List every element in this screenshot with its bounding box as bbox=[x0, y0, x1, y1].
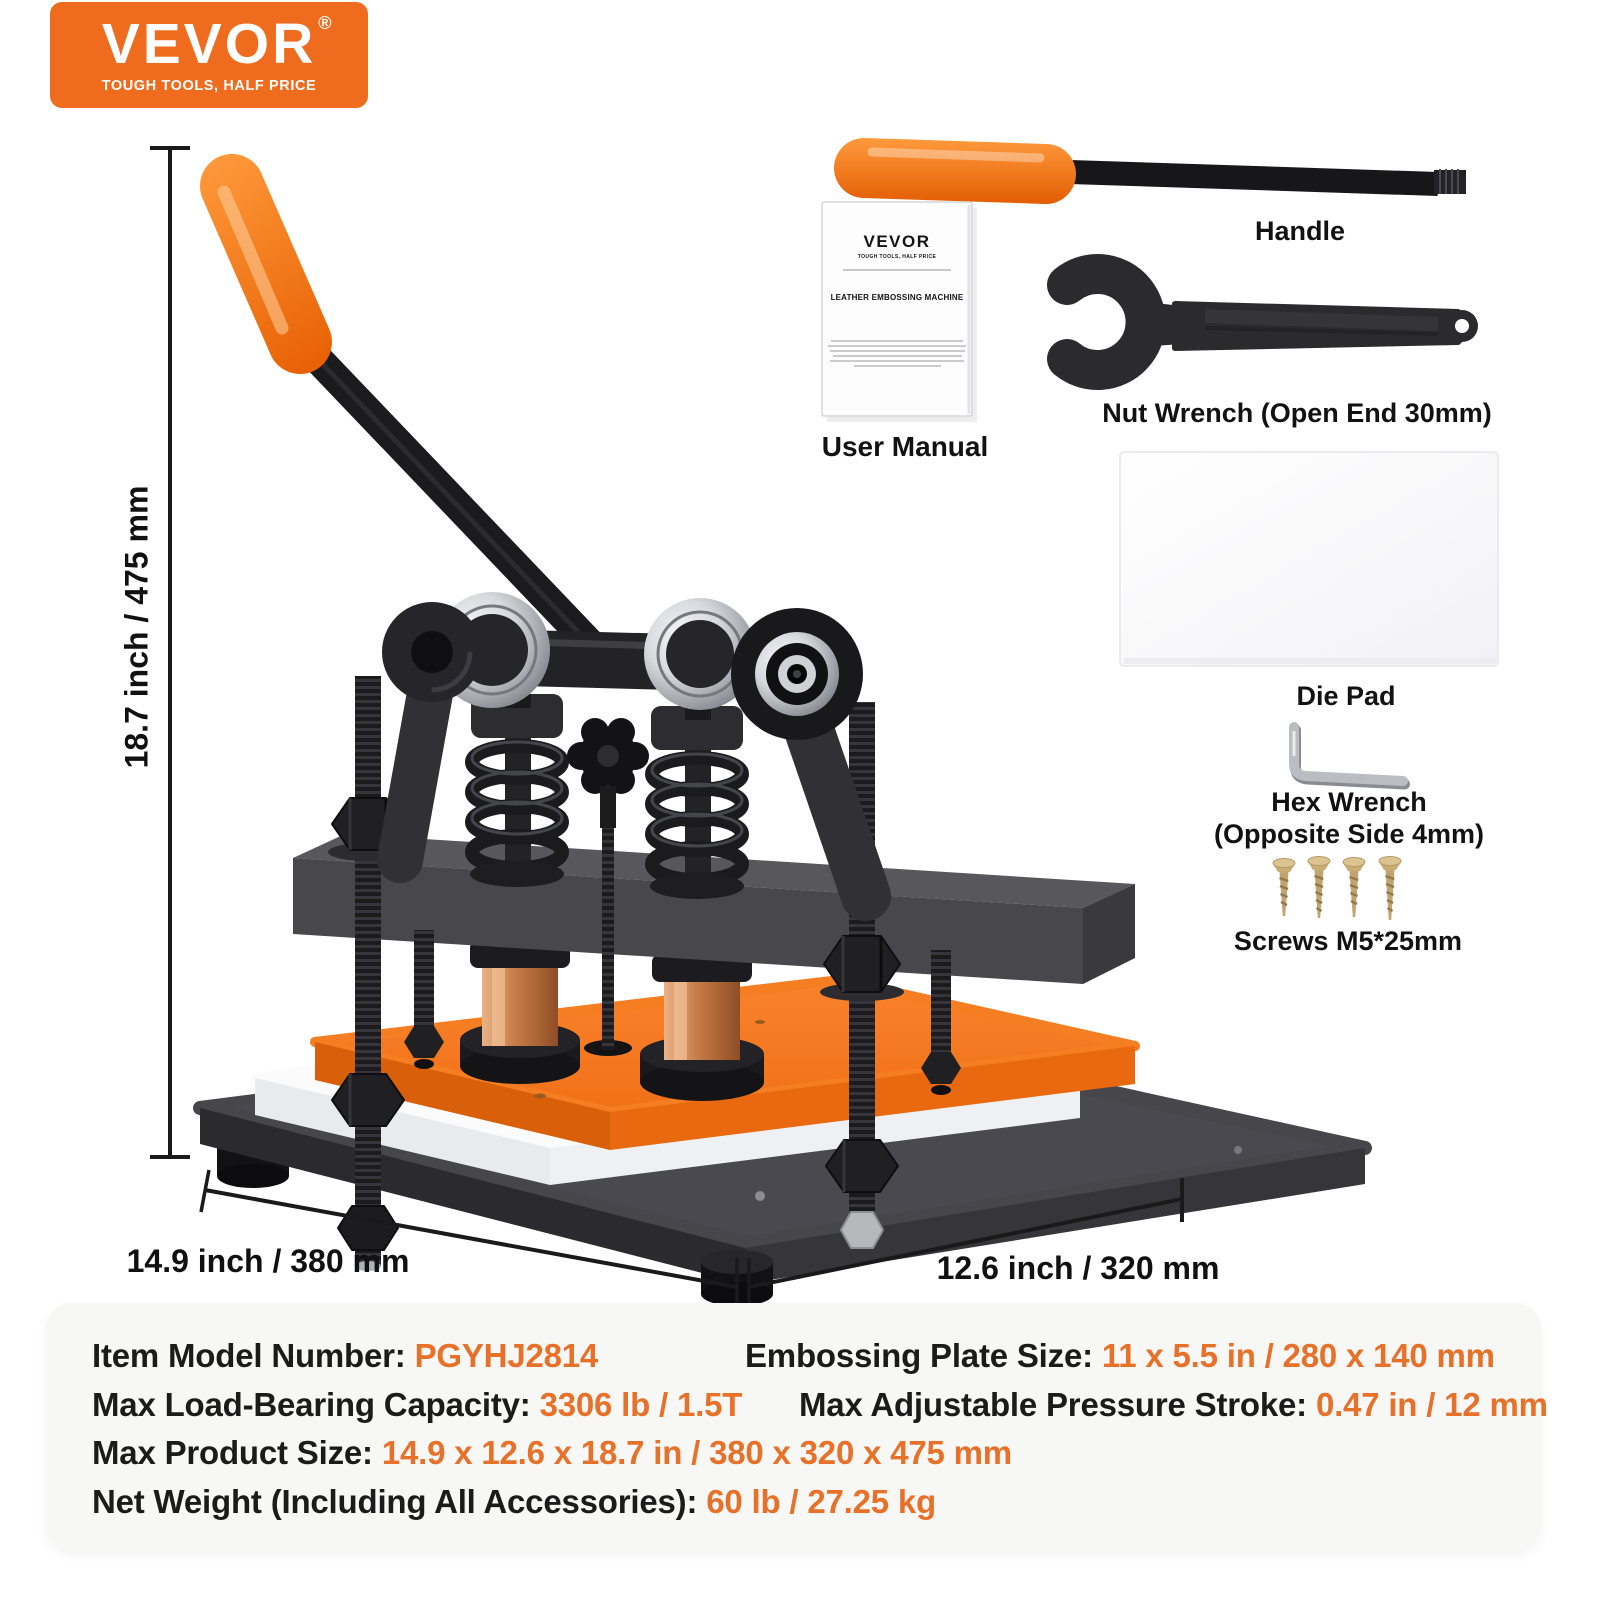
spec-value: 14.9 x 12.6 x 18.7 in / 380 x 320 x 475 mm bbox=[381, 1434, 1012, 1471]
spec-label: Max Load-Bearing Capacity: bbox=[92, 1386, 531, 1423]
manual-paragraph bbox=[822, 340, 972, 367]
spec-pressure-stroke bbox=[799, 1386, 1548, 1424]
screw bbox=[1308, 857, 1330, 919]
spec-value: 60 lb / 27.25 kg bbox=[706, 1483, 937, 1520]
lever-grip bbox=[232, 186, 300, 342]
spring-left bbox=[470, 694, 564, 887]
press-machine bbox=[200, 186, 1365, 1306]
brand-name: VEVOR ® bbox=[101, 12, 335, 76]
spec-value: 0.47 in / 12 mm bbox=[1315, 1386, 1548, 1423]
spring-right bbox=[650, 706, 744, 899]
vevor-logo bbox=[50, 2, 368, 108]
height-dimension-label: 18.7 inch / 475 mm bbox=[118, 485, 155, 769]
spec-product-size bbox=[92, 1434, 1012, 1472]
roller-bearing-right bbox=[731, 608, 863, 740]
threaded-rod-left bbox=[355, 676, 381, 1271]
spec-label: Max Adjustable Pressure Stroke: bbox=[799, 1386, 1307, 1423]
hex-wrench-tool bbox=[1294, 727, 1405, 784]
spec-label: Net Weight (Including All Accessories): bbox=[92, 1483, 698, 1520]
screw bbox=[1273, 859, 1295, 917]
spec-label: Max Product Size: bbox=[92, 1434, 373, 1471]
handle-grip bbox=[864, 168, 1046, 174]
spec-value: PGYHJ2814 bbox=[414, 1337, 599, 1374]
nut-wrench-label: Nut Wrench (Open End 30mm) bbox=[1102, 398, 1492, 428]
registered-mark: ® bbox=[318, 13, 335, 33]
manual-brand: VEVOR bbox=[863, 232, 931, 251]
width-dimension-label: 12.6 inch / 320 mm bbox=[936, 1250, 1220, 1286]
spec-plate-size bbox=[745, 1337, 1495, 1375]
die-pad-label: Die Pad bbox=[1296, 681, 1396, 711]
brand-tagline: TOUGH TOOLS, HALF PRICE bbox=[101, 78, 317, 94]
user-manual-label: User Manual bbox=[821, 431, 989, 462]
spec-net-weight bbox=[92, 1483, 936, 1521]
manual-decorative-line bbox=[843, 269, 951, 271]
spec-model-number bbox=[92, 1337, 598, 1375]
depth-dimension-label: 14.9 inch / 380 mm bbox=[126, 1243, 410, 1279]
manual-tagline: TOUGH TOOLS, HALF PRICE bbox=[857, 254, 937, 260]
adjust-screw-rod bbox=[602, 826, 614, 1050]
screws-label: Screws M5*25mm bbox=[1233, 926, 1463, 956]
nut-wrench-tool bbox=[1067, 274, 1478, 370]
head-assembly bbox=[382, 592, 863, 740]
screws-set bbox=[1273, 857, 1401, 921]
screw bbox=[1343, 858, 1365, 918]
hex-wrench-label-line2: (Opposite Side 4mm) bbox=[1213, 819, 1485, 849]
adjust-knob bbox=[567, 718, 649, 828]
spec-label: Item Model Number: bbox=[92, 1337, 406, 1374]
spec-value: 3306 lb / 1.5T bbox=[539, 1386, 743, 1423]
user-manual-cover bbox=[822, 206, 972, 367]
wrench-hang-hole bbox=[1455, 319, 1469, 333]
manual-title: LEATHER EMBOSSING MACHINE bbox=[830, 293, 964, 302]
handle-accessory bbox=[864, 152, 1466, 194]
handle-label: Handle bbox=[1254, 216, 1346, 246]
die-pad-sheet bbox=[1120, 452, 1498, 666]
spec-value: 11 x 5.5 in / 280 x 140 mm bbox=[1101, 1337, 1495, 1374]
silver-spacer bbox=[841, 1212, 883, 1248]
spec-label: Embossing Plate Size: bbox=[745, 1337, 1093, 1374]
spec-load-capacity bbox=[92, 1386, 742, 1424]
height-dimension-line bbox=[150, 148, 190, 1157]
hex-wrench-label-line1: Hex Wrench bbox=[1271, 787, 1427, 817]
screw bbox=[1379, 857, 1401, 921]
hex-wrench-label bbox=[1214, 786, 1484, 850]
beam-bolt-left bbox=[404, 930, 444, 1069]
